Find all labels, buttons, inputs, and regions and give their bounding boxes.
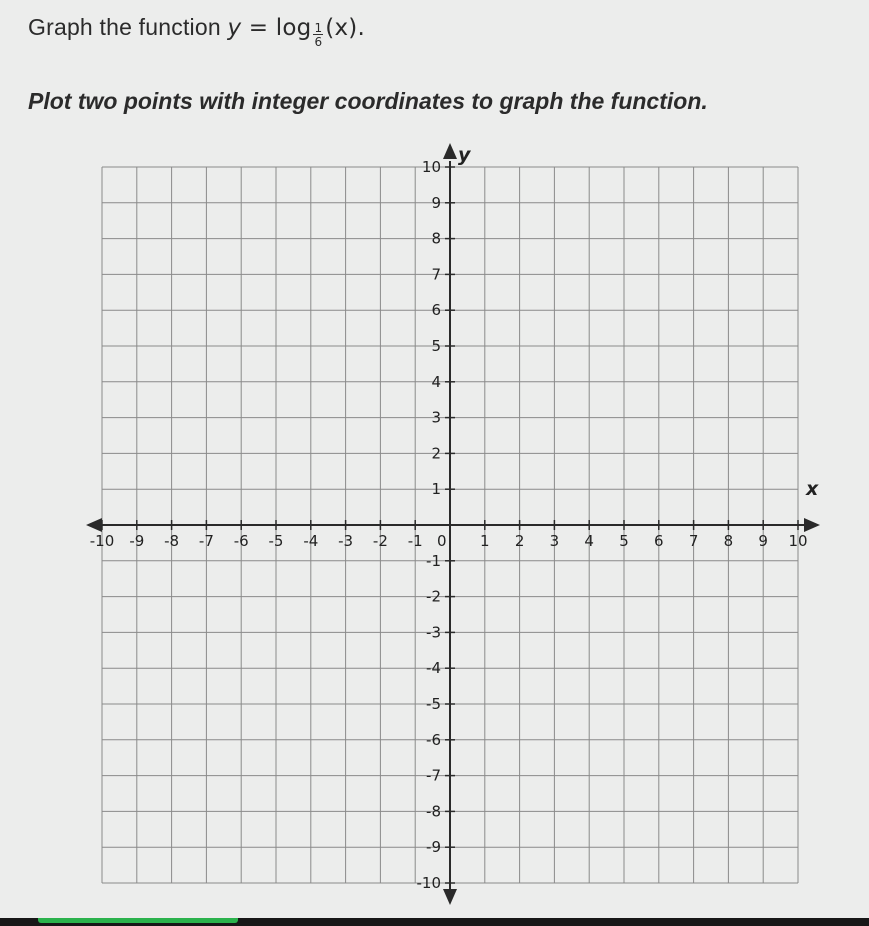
y-variable: y	[227, 15, 242, 41]
x-tick-label: 1	[480, 532, 490, 550]
bottom-progress-accent	[38, 918, 238, 923]
x-tick-label: -8	[164, 532, 180, 550]
y-tick-label: 10	[421, 158, 441, 176]
y-tick-label: 9	[431, 193, 441, 212]
x-tick-label: 8	[723, 532, 734, 550]
y-tick-label: 3	[431, 408, 441, 427]
y-tick-label: 6	[431, 301, 441, 320]
x-tick-label: 3	[549, 532, 560, 550]
y-tick-label: -10	[416, 874, 441, 892]
y-tick-label: -8	[426, 802, 441, 821]
y-tick-label: -3	[426, 623, 441, 642]
y-tick-label: -2	[426, 587, 441, 606]
x-tick-label: -1	[407, 532, 423, 550]
x-tick-label: -9	[129, 532, 145, 550]
axes	[86, 143, 820, 905]
x-tick-label: -2	[372, 532, 388, 550]
x-tick-label: -3	[338, 532, 354, 550]
log-operator: log	[275, 15, 312, 41]
x-tick-label: 4	[584, 532, 594, 550]
x-tick-label: -5	[268, 532, 284, 550]
y-axis-down-arrow	[443, 889, 457, 905]
x-axis-label: x	[806, 478, 819, 500]
log-base-denominator: 6	[314, 35, 323, 50]
y-tick-label: -7	[426, 766, 441, 785]
x-tick-label: -4	[303, 532, 319, 550]
x-axis-right-arrow	[804, 518, 820, 532]
y-tick-label: -4	[426, 659, 441, 678]
y-tick-label: -9	[426, 838, 441, 857]
y-tick-label: -6	[426, 730, 441, 749]
y-tick-label: 7	[431, 265, 441, 284]
x-tick-label: 6	[654, 532, 664, 550]
y-tick-label: 8	[431, 229, 441, 248]
x-tick-label: 2	[514, 532, 525, 550]
prompt-text: Graph the function	[28, 14, 221, 40]
y-tick-label: -5	[426, 695, 441, 713]
x-tick-label: 9	[758, 532, 768, 550]
x-tick-label: 7	[688, 532, 699, 550]
y-tick-label: -1	[426, 551, 441, 570]
x-tick-label: -7	[198, 532, 214, 550]
instruction-text: Plot two points with integer coordinates to graph the function.	[28, 88, 708, 114]
y-tick-label: 2	[431, 444, 441, 463]
log-argument: (x).	[325, 15, 365, 41]
log-base-numerator: 1	[314, 21, 323, 36]
origin-label: 0	[437, 532, 447, 550]
x-tick-label: -6	[233, 532, 249, 550]
equals-sign: =	[248, 15, 269, 41]
x-tick-label: 10	[788, 532, 808, 550]
y-axis-up-arrow	[443, 143, 457, 159]
x-tick-label: -10	[89, 532, 115, 550]
y-tick-label: 4	[431, 372, 441, 391]
y-tick-label: 5	[431, 337, 441, 355]
x-axis-left-arrow	[86, 518, 102, 532]
x-tick-label: 5	[619, 532, 629, 550]
y-tick-label: 1	[431, 480, 441, 499]
y-axis-label: y	[458, 144, 471, 166]
